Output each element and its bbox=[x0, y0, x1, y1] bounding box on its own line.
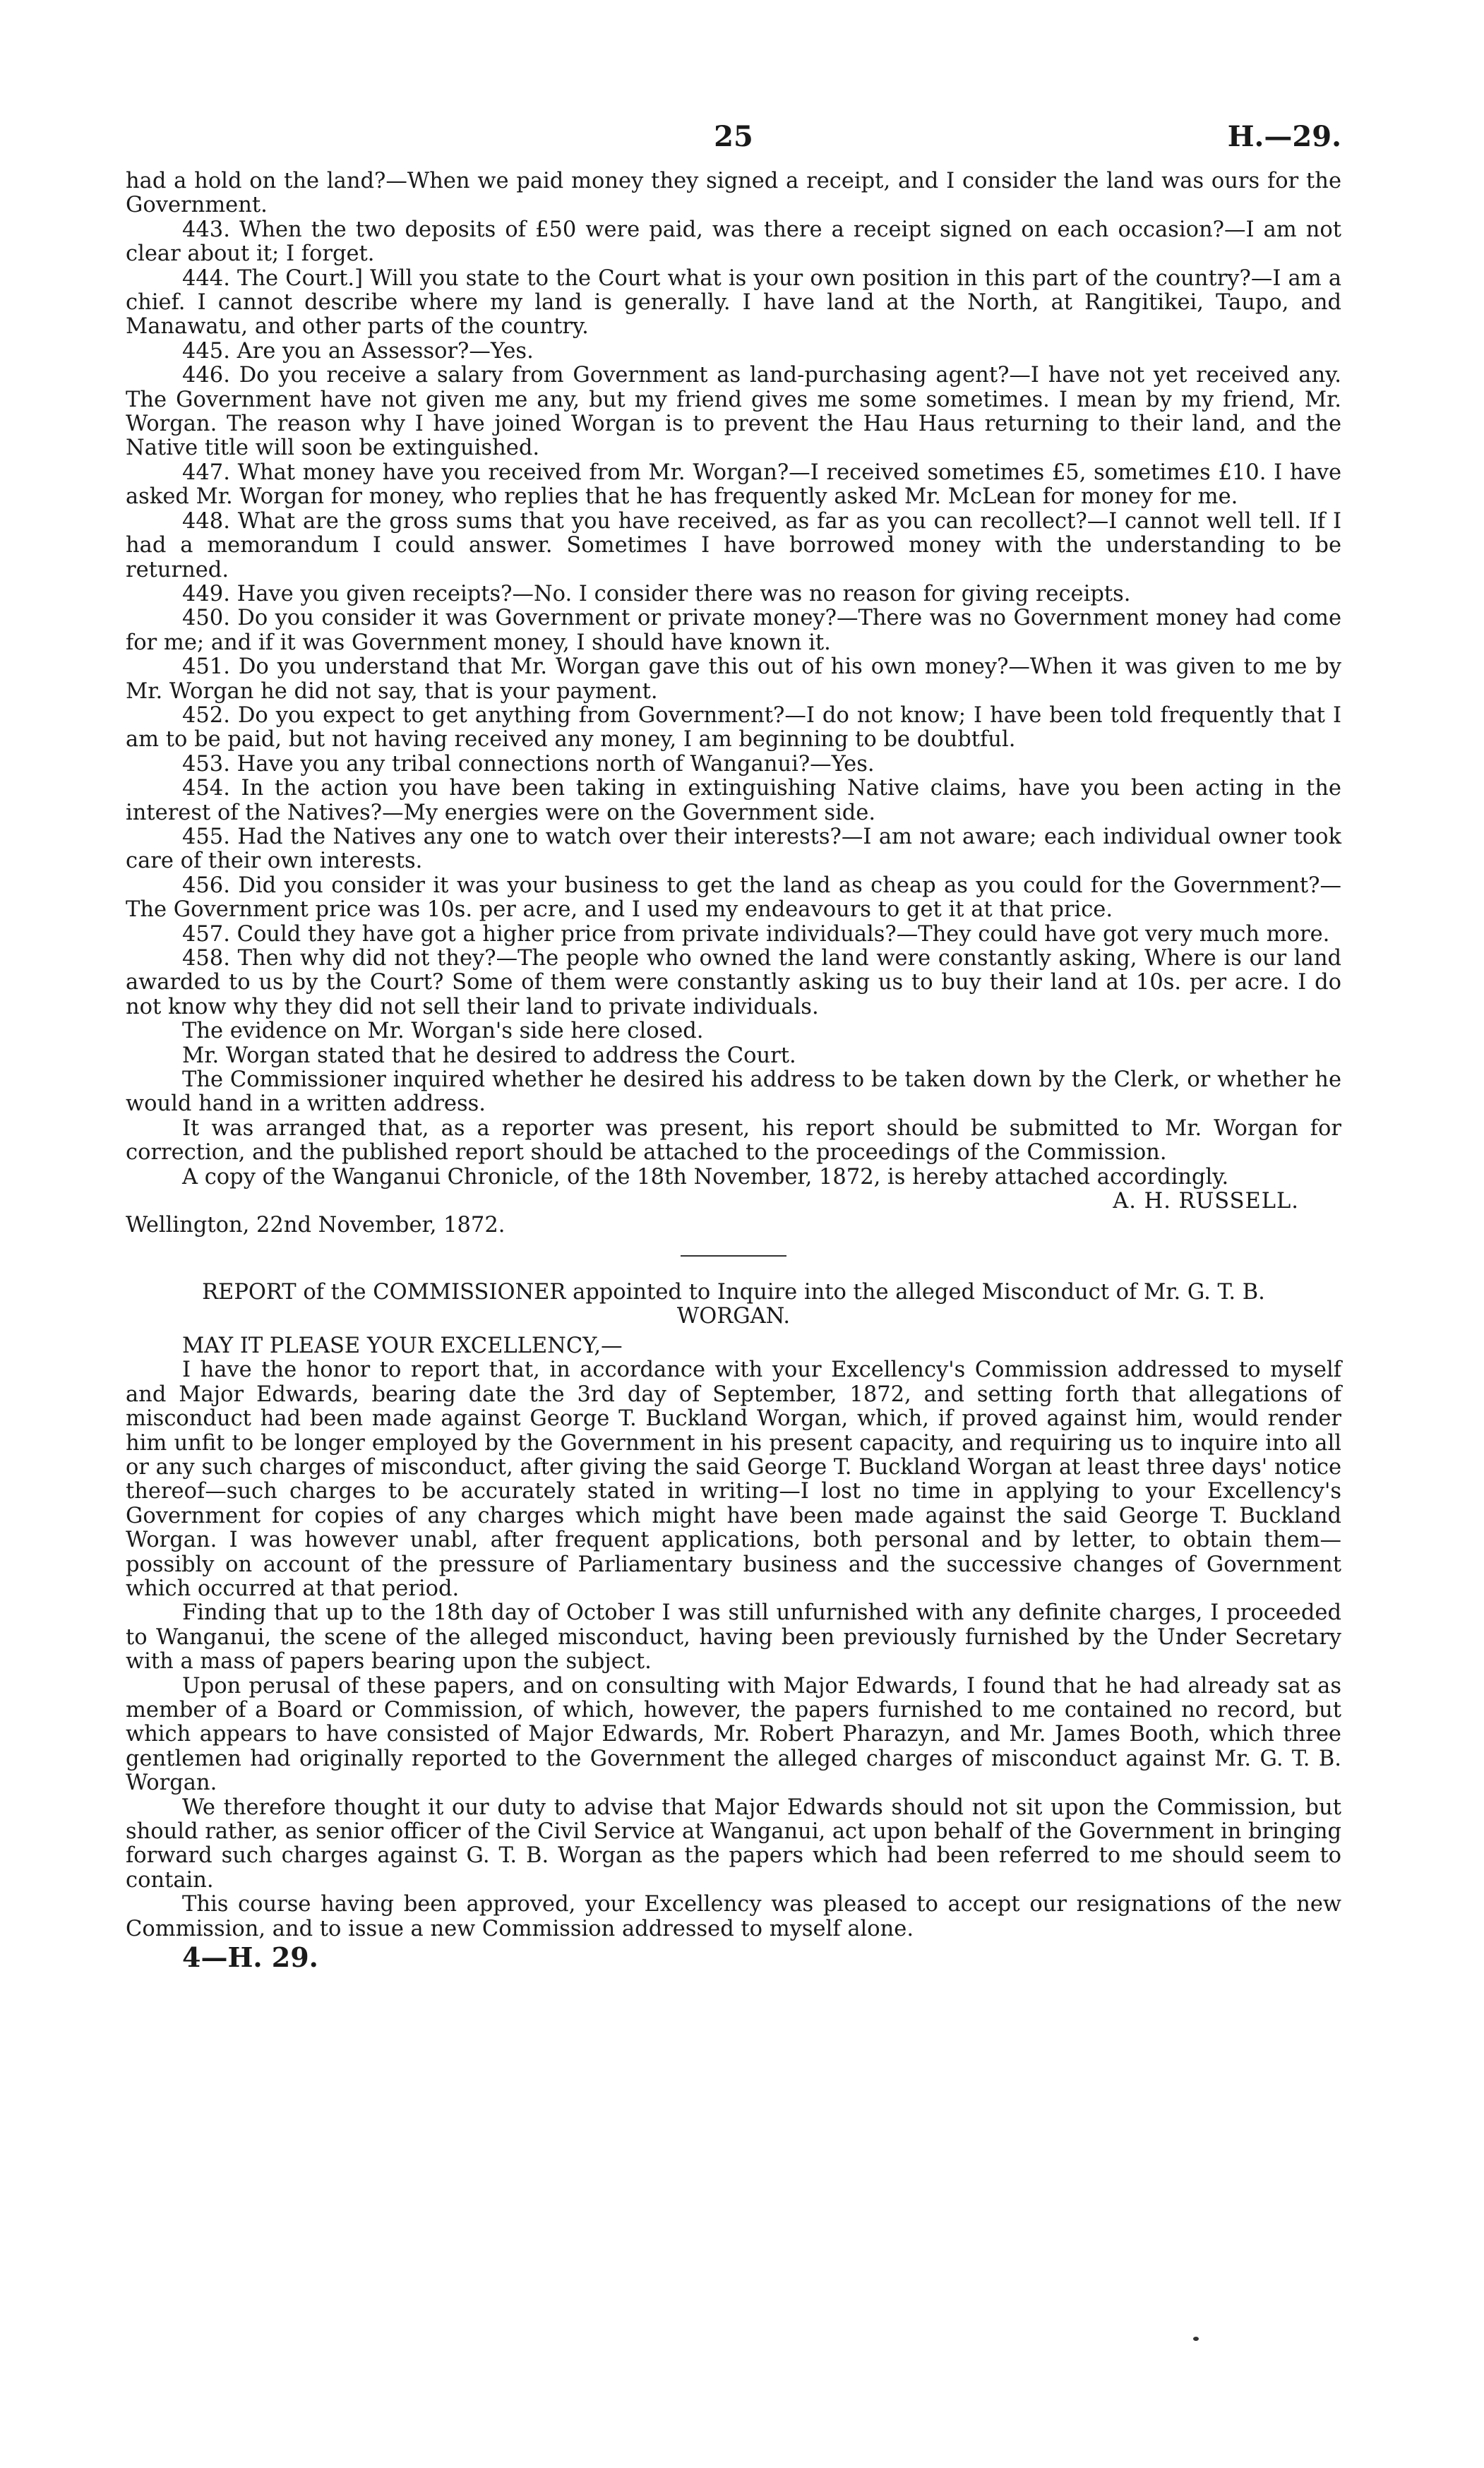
document-reference: H.—29. bbox=[1227, 120, 1341, 153]
question-452: 452. Do you expect to get anything from Government?—I do not know; I have been told frequently that I am to be paid, but not having received any money, I am beginning to be doubtful. bbox=[126, 702, 1341, 753]
reporter-arrangement: It was arranged that, as a reporter was present, his report should be submitted to Mr. Worgan for correction, and the published report should be attached to the proceedings of the Commission. bbox=[126, 1115, 1341, 1166]
question-457: 457. Could they have got a higher price from private individuals?—They could have got very much more. bbox=[182, 921, 1330, 947]
report-paragraph: Upon perusal of these papers, and on consulting with Major Edwards, I found that he had already sat as member of a Board or Commission, of which, however, the papers furnished to me contained no record, but which appears to have consisted of Major Edwards, Mr. Robert Pharazyn, and Mr. James Booth, which three gentlemen had originally reported to the Government the alleged charges of misconduct against Mr. G. T. B. Worgan. bbox=[126, 1673, 1341, 1796]
question-453: 453. Have you any tribal connections north of Wanganui?—Yes. bbox=[182, 751, 875, 777]
page-header bbox=[126, 113, 1341, 169]
report-heading: REPORT of the COMMISSIONER appointed to Inquire into the alleged Misconduct of Mr. G. T. B. WORGAN. bbox=[202, 1279, 1265, 1329]
commissioner-inquiry: The Commissioner inquired whether he desired his address to be taken down by the Clerk, or whether he would hand in a written address. bbox=[126, 1067, 1341, 1117]
question-456: 456. Did you consider it was your business to get the land as cheap as you could for the Government?—The Government price was 10s. per acre, and I used my endeavours to get it at that price. bbox=[126, 873, 1341, 923]
evidence-section bbox=[126, 169, 1341, 1974]
question-445: 445. Are you an Assessor?—Yes. bbox=[182, 338, 534, 364]
section-divider bbox=[681, 1255, 786, 1257]
paragraph-continuation: had a hold on the land?—When we paid money they signed a receipt, and I consider the land was ours for the Government. bbox=[126, 169, 1341, 218]
evidence-closed-note: The evidence on Mr. Worgan's side here closed. bbox=[182, 1019, 704, 1044]
question-444: 444. The Court.] Will you state to the Court what is your own position in this part of the country?—I am a chief. I cannot describe where my land is generally. I have land at the North, at Rangitikei, Taupo, and Manawatu, and other parts of the country. bbox=[126, 265, 1341, 340]
question-450: 450. Do you consider it was Government or private money?—There was no Government money had come for me; and if it was Government money, I should have known it. bbox=[126, 606, 1341, 655]
signature: A. H. RUSSELL. bbox=[1113, 1189, 1299, 1214]
chronicle-attachment: A copy of the Wanganui Chronicle, of the 18th November, 1872, is hereby attached accordingly. bbox=[182, 1164, 1229, 1190]
salutation: MAY IT PLEASE YOUR EXCELLENCY,— bbox=[182, 1333, 623, 1358]
question-447: 447. What money have you received from Mr. Worgan?—I received sometimes £5, sometimes £10. I have asked Mr. Worgan for money, who replies that he has frequently asked Mr. McLean for money for me. bbox=[126, 460, 1341, 510]
dateline: Wellington, 22nd November, 1872. bbox=[126, 1213, 505, 1238]
question-454: 454. In the action you have been taking in extinguishing Native claims, have you been acting in the interest of the Natives?—My energies were on the Government side. bbox=[126, 776, 1341, 825]
document-page bbox=[126, 113, 1341, 1974]
report-paragraph: We therefore thought it our duty to advise that Major Edwards should not sit upon the Commission, but should rather, as senior officer of the Civil Service at Wanganui, act upon behalf of the Government in bringing forward such charges against G. T. B. Worgan as the papers which had been referred to me should seem to contain. bbox=[126, 1795, 1341, 1893]
signature-code: 4—H. 29. bbox=[182, 1941, 318, 1974]
question-446: 446. Do you receive a salary from Government as land-purchasing agent?—I have not yet received any. The Government have not given me any, but my friend gives me some sometimes. I mean by my friend, Mr. Worgan. The reason why I have joined Worgan is to prevent the Hau Haus returning to their land, and the Native title will soon be extinguished. bbox=[126, 363, 1341, 461]
address-note: Mr. Worgan stated that he desired to address the Court. bbox=[182, 1043, 796, 1068]
report-paragraph: I have the honor to report that, in accordance with your Excellency's Commission addressed to myself and Major Edwards, bearing date the 3rd day of September, 1872, and setting forth that allegations of misconduct had been made against George T. Buckland Worgan, which, if proved against him, would render him unfit to be longer employed by the Government in his present capacity, and requiring us to inquire into all or any such charges of misconduct, after giving the said George T. Buckland Worgan at least three days' notice thereof—such charges to be accurately stated in writing—I lost no time in applying to your Excellency's Government for copies of any charges which might have been made against the said George T. Buckland Worgan. I was however unabl, after frequent applications, both personal and by letter, to obtain them—possibly on account of the pressure of Parliamentary business and the successive changes of Government which occurred at that period. bbox=[126, 1358, 1341, 1601]
question-451: 451. Do you understand that Mr. Worgan gave this out of his own money?—When it was given to me by Mr. Worgan he did not say, that is your payment. bbox=[126, 654, 1341, 704]
question-449: 449. Have you given receipts?—No. I consider there was no reason for giving receipts. bbox=[182, 581, 1131, 606]
question-443: 443. When the two deposits of £50 were paid, was there a receipt signed on each occasion?—I am not clear about it; I forget. bbox=[126, 217, 1341, 267]
question-455: 455. Had the Natives any one to watch over their interests?—I am not aware; each individual owner took care of their own interests. bbox=[126, 824, 1341, 874]
question-448: 448. What are the gross sums that you have received, as far as you can recollect?—I cannot well tell. If I had a memorandum I could answer. Sometimes I have borrowed money with the understanding to be returned. bbox=[126, 508, 1341, 582]
print-speck bbox=[1193, 2337, 1199, 2341]
page-number: 25 bbox=[714, 120, 753, 153]
report-paragraph: Finding that up to the 18th day of October I was still unfurnished with any definite charges, I proceeded to Wanganui, the scene of the alleged misconduct, having been previously furnished by the Under Secretary with a mass of papers bearing upon the subject. bbox=[126, 1600, 1341, 1675]
report-paragraph: This course having been approved, your Excellency was pleased to accept our resignations of the new Commission, and to issue a new Commission addressed to myself alone. bbox=[126, 1892, 1341, 1941]
question-458: 458. Then why did not they?—The people who owned the land were constantly asking, Where is our land awarded to us by the Court? Some of them were constantly asking us to buy their land at 10s. per acre. I do not know why they did not sell their land to private individuals. bbox=[126, 946, 1341, 1019]
